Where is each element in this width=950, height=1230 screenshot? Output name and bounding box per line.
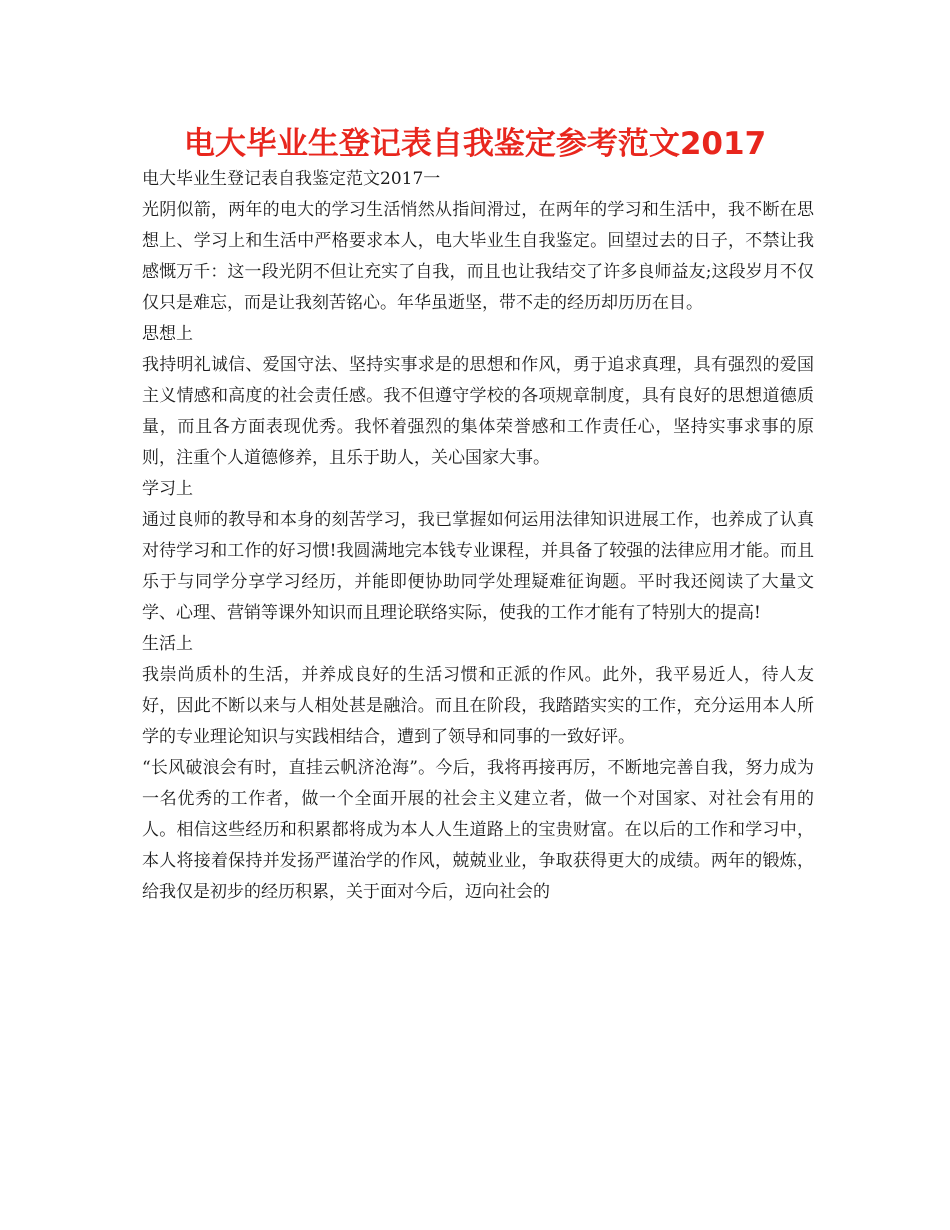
document-body bbox=[142, 164, 814, 908]
section-heading-thought: 思想上 bbox=[142, 324, 193, 344]
closing-paragraph: “长风破浪会有时，直挂云帆济沧海”。今后，我将再接再厉，不断地完善自我，努力成为一名优秀的工作者，做一个全面开展的社会主义建立者，做一个对国家、对社会有用的人。相信这些经历和积累都将成为本人人生道路上的宝贵财富。在以后的工作和学习中，本人将接着保持并发扬严谨治学的作风，兢兢业业，争取获得更大的成绩。两年的锻炼，给我仅是初步的经历积累，关于面对今后，迈向社会的 bbox=[142, 758, 814, 902]
document-title: 电大毕业生登记表自我鉴定参考范文2017 bbox=[183, 126, 767, 162]
section-heading-life: 生活上 bbox=[142, 634, 193, 654]
intro-paragraph: 光阴似箭，两年的电大的学习生活悄然从指间滑过，在两年的学习和生活中，我不断在思想上、学习上和生活中严格要求本人，电大毕业生自我鉴定。回望过去的日子，不禁让我感慨万千：这一段光阴不但让充实了自我，而且也让我结交了许多良师益友;这段岁月不仅仅只是难忘，而是让我刻苦铭心。年华虽逝坚，带不走的经历却历历在目。 bbox=[142, 200, 814, 313]
thought-paragraph: 我持明礼诚信、爱国守法、坚持实事求是的思想和作风，勇于追求真理，具有强烈的爱国主义情感和高度的社会责任感。我不但遵守学校的各项规章制度，具有良好的思想道德质量，而且各方面表现优秀。我怀着强烈的集体荣誉感和工作责任心，坚持实事求事的原则，注重个人道德修养，且乐于助人，关心国家大事。 bbox=[142, 355, 814, 468]
subtitle-line: 电大毕业生登记表自我鉴定范文2017一 bbox=[142, 169, 441, 189]
section-heading-study: 学习上 bbox=[142, 479, 193, 499]
study-paragraph: 通过良师的教导和本身的刻苦学习，我已掌握如何运用法律知识进展工作，也养成了认真对待学习和工作的好习惯!我圆满地完本钱专业课程，并具备了较强的法律应用才能。而且乐于与同学分享学习经历，并能即便协助同学处理疑难征询题。平时我还阅读了大量文学、心理、营销等课外知识而且理论联络实际，使我的工作才能有了特别大的提高! bbox=[142, 510, 814, 623]
life-paragraph: 我崇尚质朴的生活，并养成良好的生活习惯和正派的作风。此外，我平易近人，待人友好，因此不断以来与人相处甚是融洽。而且在阶段，我踏踏实实的工作，充分运用本人所学的专业理论知识与实践相结合，遭到了领导和同事的一致好评。 bbox=[142, 665, 814, 747]
